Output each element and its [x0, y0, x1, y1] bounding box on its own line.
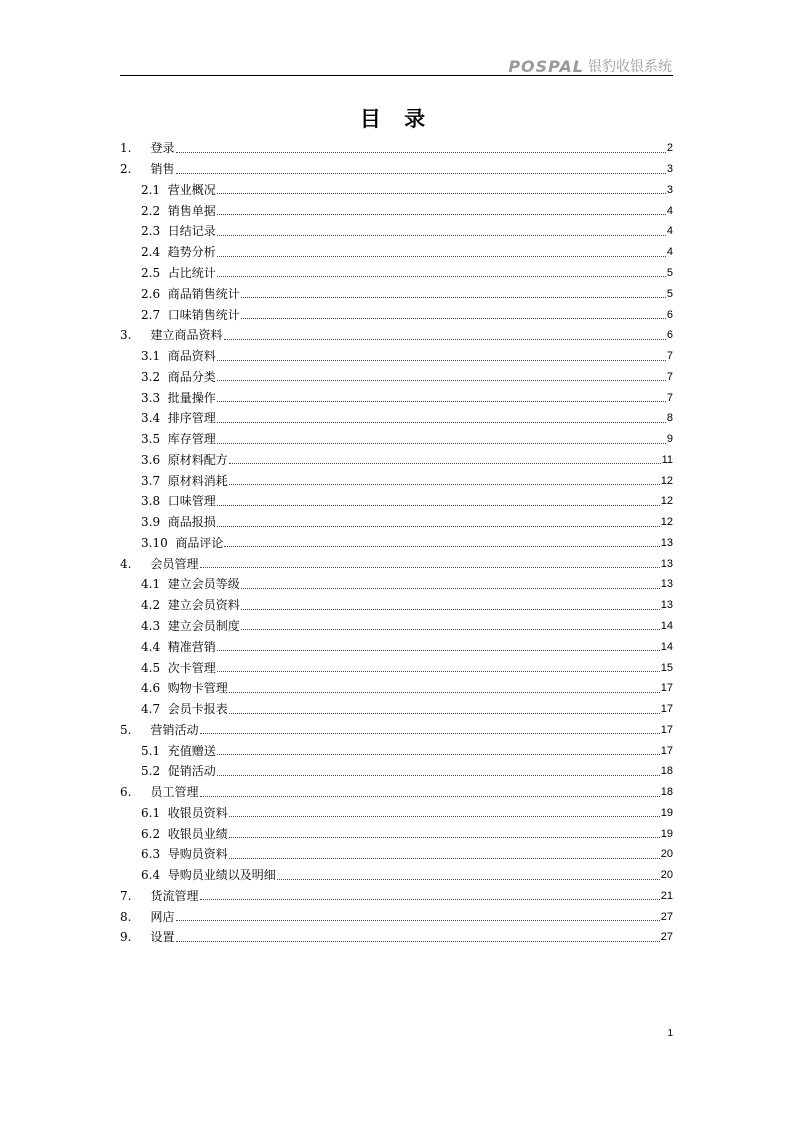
toc-entry-gap — [160, 806, 168, 820]
toc-entry-page: 12 — [660, 495, 673, 508]
toc-entry[interactable] — [120, 304, 673, 325]
toc-entry-number: 4.3 — [141, 618, 161, 633]
toc-entry-page: 5 — [666, 266, 673, 279]
toc-entry-number: 1. — [120, 141, 132, 156]
toc-entry-gap — [160, 661, 168, 675]
toc-entry[interactable] — [120, 263, 673, 284]
toc-entry-gap — [160, 245, 168, 259]
toc-entry[interactable] — [120, 159, 673, 180]
toc-entry-number: 9. — [120, 930, 132, 945]
logo-product-name: 银豹收银系统 — [588, 59, 672, 75]
toc-entry-page: 14 — [660, 619, 673, 632]
toc-entry-number: 2.2 — [141, 203, 161, 218]
toc-entry[interactable] — [120, 387, 673, 408]
logo-wordmark: POSPAL — [508, 57, 584, 76]
toc-leader-dots — [217, 443, 666, 444]
toc-entry-gap — [160, 494, 168, 508]
toc-leader-dots — [224, 339, 666, 340]
toc-entry-number: 6. — [120, 785, 132, 800]
toc-entry-title: 充值赠送 — [167, 743, 216, 758]
toc-entry-title: 原材料消耗 — [167, 473, 228, 488]
toc-entry-gap — [160, 868, 168, 882]
toc-entry-gap — [160, 453, 168, 467]
toc-entry-title: 库存管理 — [167, 432, 216, 447]
toc-leader-dots — [200, 899, 660, 900]
toc-entry-title: 促销活动 — [167, 764, 216, 779]
toc-entry-gap — [160, 349, 168, 363]
toc-list — [120, 138, 673, 948]
toc-entry-gap — [160, 744, 168, 758]
toc-entry-gap — [160, 515, 168, 529]
toc-leader-dots — [229, 484, 660, 485]
toc-leader-dots — [229, 858, 660, 859]
toc-entry-title: 商品报损 — [167, 515, 216, 530]
toc-entry-page: 12 — [660, 474, 673, 487]
toc-entry-gap — [131, 723, 150, 737]
toc-leader-dots — [217, 256, 666, 257]
toc-entry-number: 5.1 — [141, 743, 161, 758]
toc-entry-number: 3.5 — [141, 432, 161, 447]
toc-entry-number: 4.6 — [141, 681, 161, 696]
toc-entry-page: 9 — [666, 433, 673, 446]
toc-entry-page: 17 — [660, 703, 673, 716]
toc-entry-number: 3.10 — [141, 535, 168, 550]
toc-entry-page: 18 — [660, 786, 673, 799]
toc-entry-gap — [160, 287, 168, 301]
toc-entry-page: 13 — [660, 599, 673, 612]
toc-leader-dots — [217, 380, 666, 381]
toc-entry[interactable] — [120, 512, 673, 533]
toc-entry-gap — [131, 162, 150, 176]
toc-entry-title: 建立会员制度 — [167, 618, 240, 633]
toc-entry-title: 口味管理 — [167, 494, 216, 509]
toc-leader-dots — [217, 360, 666, 361]
toc-entry-page: 20 — [660, 848, 673, 861]
toc-entry-gap — [160, 827, 168, 841]
toc-entry-page: 3 — [666, 163, 673, 176]
toc-entry-title: 商品评论 — [175, 535, 224, 550]
toc-entry-number: 3.7 — [141, 473, 161, 488]
toc-leader-dots — [224, 546, 659, 547]
toc-entry-gap — [160, 204, 168, 218]
header-rule — [120, 75, 673, 76]
toc-entry-title: 商品销售统计 — [167, 286, 240, 301]
toc-entry-title: 登录 — [150, 141, 175, 156]
toc-entry[interactable] — [120, 449, 673, 470]
toc-leader-dots — [217, 401, 666, 402]
toc-entry-gap — [160, 474, 168, 488]
toc-entry[interactable] — [120, 927, 673, 948]
toc-entry-gap — [131, 328, 150, 342]
toc-entry-gap — [131, 910, 150, 924]
toc-entry-gap — [160, 847, 168, 861]
toc-entry-number: 4.5 — [141, 660, 161, 675]
toc-entry[interactable] — [120, 366, 673, 387]
toc-entry-page: 21 — [660, 889, 673, 902]
toc-leader-dots — [217, 754, 660, 755]
toc-entry[interactable] — [120, 553, 673, 574]
toc-entry-number: 3.3 — [141, 390, 161, 405]
toc-entry[interactable] — [120, 616, 673, 637]
toc-entry-number: 2.1 — [141, 182, 161, 197]
toc-entry-title: 网店 — [150, 909, 175, 924]
toc-entry-number: 5.2 — [141, 764, 161, 779]
toc-leader-dots — [176, 173, 666, 174]
toc-entry[interactable] — [120, 533, 673, 554]
toc-entry-number: 6.2 — [141, 826, 161, 841]
toc-entry-gap — [160, 411, 168, 425]
header-logo — [508, 56, 672, 76]
toc-entry-page: 3 — [666, 183, 673, 196]
toc-entry-page: 17 — [660, 723, 673, 736]
toc-entry-page: 19 — [660, 827, 673, 840]
toc-entry-page: 4 — [666, 246, 673, 259]
toc-entry[interactable] — [120, 574, 673, 595]
toc-leader-dots — [200, 733, 660, 734]
toc-entry-title: 货流管理 — [150, 888, 199, 903]
toc-entry-page: 2 — [666, 142, 673, 155]
toc-entry-page: 6 — [666, 308, 673, 321]
toc-entry-gap — [160, 619, 168, 633]
toc-entry-gap — [131, 930, 150, 944]
toc-leader-dots — [217, 422, 666, 423]
toc-entry-gap — [160, 577, 168, 591]
toc-entry[interactable] — [120, 719, 673, 740]
toc-leader-dots — [217, 193, 666, 194]
toc-entry[interactable] — [120, 325, 673, 346]
toc-entry-page: 27 — [660, 910, 673, 923]
toc-entry[interactable] — [120, 408, 673, 429]
toc-entry-page: 19 — [660, 806, 673, 819]
toc-entry-title: 次卡管理 — [167, 660, 216, 675]
toc-entry-number: 5. — [120, 722, 132, 737]
toc-entry-page: 5 — [666, 287, 673, 300]
toc-entry-title: 趋势分析 — [167, 245, 216, 260]
toc-entry-title: 占比统计 — [167, 265, 216, 280]
toc-entry-title: 营销活动 — [150, 722, 199, 737]
toc-leader-dots — [176, 941, 660, 942]
page-number: 1 — [667, 1028, 673, 1039]
toc-entry-page: 13 — [660, 536, 673, 549]
toc-leader-dots — [217, 650, 660, 651]
toc-entry-page: 13 — [660, 557, 673, 570]
toc-entry-number: 4.7 — [141, 702, 161, 717]
toc-entry-gap — [160, 702, 168, 716]
toc-entry-page: 8 — [666, 412, 673, 425]
toc-entry-title: 会员管理 — [150, 556, 199, 571]
toc-leader-dots — [241, 588, 660, 589]
toc-entry[interactable] — [120, 242, 673, 263]
toc-entry-gap — [160, 598, 168, 612]
toc-leader-dots — [229, 816, 660, 817]
toc-leader-dots — [241, 297, 666, 298]
toc-entry-gap — [160, 391, 168, 405]
toc-entry-number: 8. — [120, 909, 132, 924]
toc-entry-number: 3.1 — [141, 349, 161, 364]
toc-entry-number: 3.9 — [141, 515, 161, 530]
toc-entry-gap — [160, 308, 168, 322]
toc-entry-title: 建立会员资料 — [167, 598, 240, 613]
toc-entry-number: 3. — [120, 328, 132, 343]
toc-entry-page: 7 — [666, 370, 673, 383]
toc-leader-dots — [229, 837, 660, 838]
toc-entry-title: 购物卡管理 — [167, 681, 228, 696]
toc-entry-number: 2.7 — [141, 307, 161, 322]
toc-entry-number: 6.4 — [141, 868, 161, 883]
toc-entry-title: 商品资料 — [167, 349, 216, 364]
toc-entry-number: 7. — [120, 888, 132, 903]
toc-entry-page: 13 — [660, 578, 673, 591]
toc-entry-number: 2.3 — [141, 224, 161, 239]
toc-entry-title: 建立会员等级 — [167, 577, 240, 592]
toc-entry[interactable] — [120, 823, 673, 844]
toc-leader-dots — [176, 152, 666, 153]
toc-entry[interactable] — [120, 782, 673, 803]
toc-entry-page: 14 — [660, 640, 673, 653]
toc-entry[interactable] — [120, 844, 673, 865]
toc-entry[interactable] — [120, 595, 673, 616]
toc-entry-number: 2.4 — [141, 245, 161, 260]
toc-title: 目 录 — [359, 106, 434, 131]
toc-entry-title: 设置 — [150, 930, 175, 945]
toc-entry-title: 商品分类 — [167, 369, 216, 384]
toc-entry[interactable] — [120, 346, 673, 367]
toc-leader-dots — [241, 609, 660, 610]
toc-entry-title: 原材料配方 — [167, 452, 228, 467]
toc-entry-page: 27 — [660, 931, 673, 944]
toc-entry-title: 精准营销 — [167, 639, 216, 654]
toc-leader-dots — [277, 879, 660, 880]
toc-leader-dots — [217, 276, 666, 277]
toc-entry[interactable] — [120, 138, 673, 159]
toc-entry-gap — [160, 432, 168, 446]
toc-entry-page: 7 — [666, 391, 673, 404]
toc-entry-gap — [160, 640, 168, 654]
toc-entry-number: 3.2 — [141, 369, 161, 384]
toc-leader-dots — [229, 713, 660, 714]
toc-leader-dots — [217, 526, 660, 527]
toc-entry[interactable] — [120, 221, 673, 242]
toc-leader-dots — [200, 567, 660, 568]
toc-leader-dots — [176, 920, 660, 921]
toc-entry-page: 17 — [660, 744, 673, 757]
toc-entry-title: 建立商品资料 — [150, 328, 223, 343]
toc-entry-gap — [131, 785, 150, 799]
toc-leader-dots — [217, 671, 660, 672]
toc-entry-number: 6.3 — [141, 847, 161, 862]
toc-entry-title: 会员卡报表 — [167, 702, 228, 717]
toc-leader-dots — [217, 775, 660, 776]
toc-entry-number: 2. — [120, 162, 132, 177]
toc-entry-number: 4.2 — [141, 598, 161, 613]
toc-leader-dots — [217, 214, 666, 215]
toc-entry-number: 2.5 — [141, 265, 161, 280]
toc-entry[interactable] — [120, 283, 673, 304]
toc-entry-page: 12 — [660, 516, 673, 529]
toc-entry-page: 20 — [660, 869, 673, 882]
toc-entry-page: 17 — [660, 682, 673, 695]
toc-entry-title: 口味销售统计 — [167, 307, 240, 322]
toc-entry[interactable] — [120, 429, 673, 450]
toc-entry[interactable] — [120, 200, 673, 221]
toc-entry-gap — [131, 889, 150, 903]
toc-entry-number: 3.6 — [141, 452, 161, 467]
toc-entry-title: 导购员业绩以及明细 — [167, 868, 276, 883]
toc-leader-dots — [217, 235, 666, 236]
toc-leader-dots — [229, 463, 661, 464]
toc-entry-title: 销售 — [150, 162, 175, 177]
toc-leader-dots — [217, 505, 660, 506]
toc-entry-title: 排序管理 — [167, 411, 216, 426]
toc-entry-page: 6 — [666, 329, 673, 342]
toc-entry-title: 收银员资料 — [167, 805, 228, 820]
toc-leader-dots — [241, 629, 660, 630]
toc-entry[interactable] — [120, 886, 673, 907]
toc-entry-number: 4. — [120, 556, 132, 571]
toc-entry-number: 4.4 — [141, 639, 161, 654]
toc-entry-gap — [160, 224, 168, 238]
toc-entry-title: 日结记录 — [167, 224, 216, 239]
toc-entry-number: 4.1 — [141, 577, 161, 592]
toc-entry[interactable] — [120, 678, 673, 699]
toc-entry-page: 4 — [666, 225, 673, 238]
toc-entry[interactable] — [120, 803, 673, 824]
toc-entry-gap — [131, 557, 150, 571]
toc-entry[interactable] — [120, 657, 673, 678]
toc-entry[interactable] — [120, 699, 673, 720]
toc-entry-title: 导购员资料 — [167, 847, 228, 862]
toc-entry-page: 15 — [660, 661, 673, 674]
toc-entry-number: 2.6 — [141, 286, 161, 301]
toc-entry-title: 员工管理 — [150, 785, 199, 800]
toc-entry-title: 收银员业绩 — [167, 826, 228, 841]
toc-entry[interactable] — [120, 470, 673, 491]
toc-entry-title: 营业概况 — [167, 182, 216, 197]
toc-entry[interactable] — [120, 491, 673, 512]
toc-entry[interactable] — [120, 740, 673, 761]
toc-leader-dots — [229, 692, 660, 693]
toc-entry-title: 批量操作 — [167, 390, 216, 405]
toc-entry-number: 6.1 — [141, 805, 161, 820]
toc-entry-page: 18 — [660, 765, 673, 778]
toc-entry-number: 3.8 — [141, 494, 161, 509]
toc-entry-gap — [168, 536, 176, 550]
toc-entry[interactable] — [120, 865, 673, 886]
toc-entry-page: 4 — [666, 204, 673, 217]
toc-entry[interactable] — [120, 180, 673, 201]
toc-entry-page: 7 — [666, 350, 673, 363]
toc-entry-page: 11 — [661, 453, 673, 466]
toc-entry[interactable] — [120, 761, 673, 782]
toc-entry[interactable] — [120, 636, 673, 657]
toc-entry-gap — [131, 141, 150, 155]
toc-entry-gap — [160, 370, 168, 384]
toc-entry-gap — [160, 681, 168, 695]
toc-entry-title: 销售单据 — [167, 203, 216, 218]
toc-leader-dots — [200, 796, 660, 797]
toc-entry-gap — [160, 266, 168, 280]
toc-entry[interactable] — [120, 906, 673, 927]
toc-entry-number: 3.4 — [141, 411, 161, 426]
toc-leader-dots — [241, 318, 666, 319]
toc-entry-gap — [160, 764, 168, 778]
toc-entry-gap — [160, 183, 168, 197]
